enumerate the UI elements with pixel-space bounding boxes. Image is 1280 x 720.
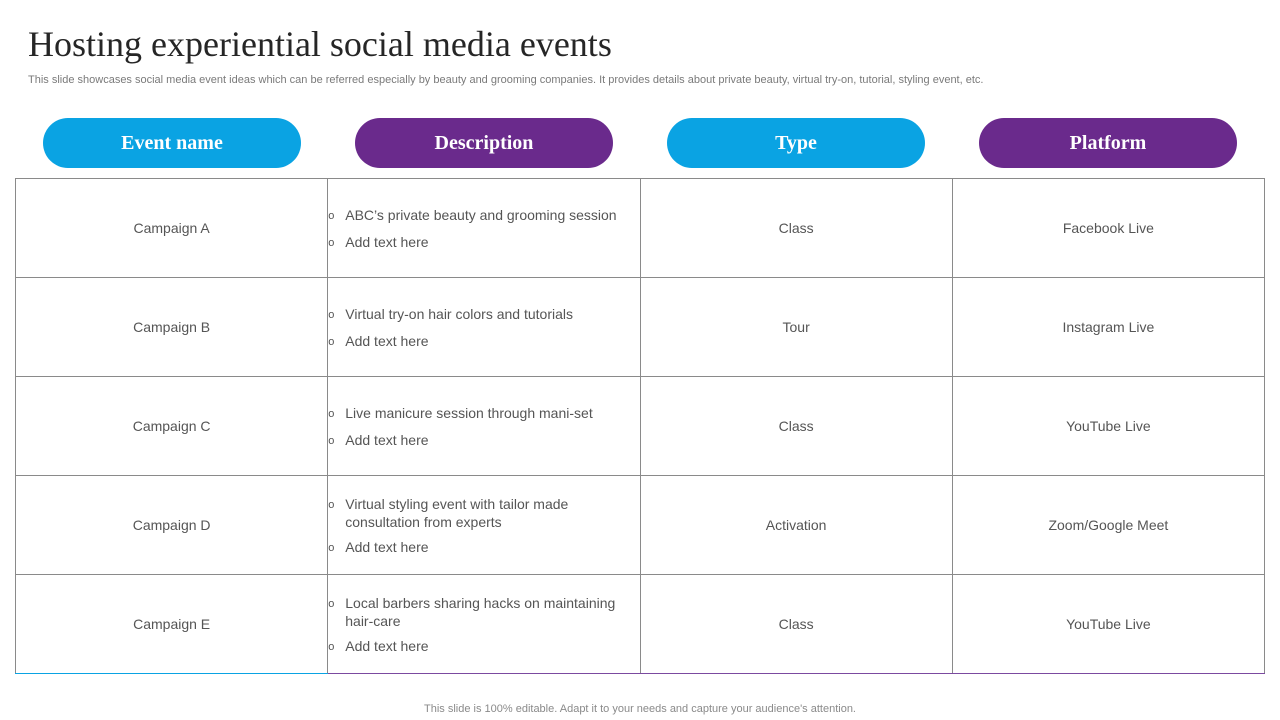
description-text: Add text here	[345, 432, 429, 448]
bullet-icon: o	[328, 309, 335, 321]
platform-cell: Facebook Live	[952, 179, 1264, 278]
description-cell	[328, 278, 640, 377]
platform-cell: Instagram Live	[952, 278, 1264, 377]
type-cell: Class	[640, 575, 952, 674]
events-table	[15, 178, 1265, 674]
description-list	[328, 305, 639, 352]
description-cell	[328, 377, 640, 476]
description-text: Virtual styling event with tailor made consultation from experts	[345, 496, 569, 530]
page-title: Hosting experiential social media events	[28, 24, 612, 64]
type-cell: Class	[640, 179, 952, 278]
list-item	[328, 404, 639, 424]
event-name-cell: Campaign C	[16, 377, 328, 476]
event-name-cell: Campaign B	[16, 278, 328, 377]
description-text: Virtual try-on hair colors and tutorials	[345, 306, 573, 322]
table-row	[16, 575, 1265, 674]
description-text: Add text here	[345, 234, 429, 250]
description-list	[328, 495, 639, 558]
table-row	[16, 476, 1265, 575]
table-row	[16, 377, 1265, 476]
event-name-cell: Campaign D	[16, 476, 328, 575]
bullet-icon: o	[328, 336, 335, 348]
table-row	[16, 278, 1265, 377]
event-name-cell: Campaign A	[16, 179, 328, 278]
list-item	[328, 431, 639, 451]
bullet-icon: o	[328, 435, 335, 447]
table-row	[16, 179, 1265, 278]
description-text: Add text here	[345, 638, 429, 654]
bullet-icon: o	[328, 499, 335, 511]
description-cell	[328, 575, 640, 674]
description-list	[328, 404, 639, 451]
list-item	[328, 305, 639, 325]
bullet-icon: o	[328, 641, 335, 653]
description-text: ABC’s private beauty and grooming session	[345, 207, 617, 223]
bullet-icon: o	[328, 408, 335, 420]
header-type: Type	[667, 118, 925, 168]
header-description: Description	[355, 118, 613, 168]
type-cell: Activation	[640, 476, 952, 575]
list-item	[328, 332, 639, 352]
description-text: Add text here	[345, 539, 429, 555]
page-subtitle: This slide showcases social media event ideas which can be referred especially by beauty and grooming companies. It provides details about private beauty, virtual try-on, tutorial, styling event, etc.	[28, 74, 984, 86]
header-event-name: Event name	[43, 118, 301, 168]
description-cell	[328, 179, 640, 278]
bullet-icon: o	[328, 542, 335, 554]
platform-cell: YouTube Live	[952, 575, 1264, 674]
bullet-icon: o	[328, 237, 335, 249]
footer-note: This slide is 100% editable. Adapt it to your needs and capture your audience's attention.	[424, 703, 856, 715]
description-cell	[328, 476, 640, 575]
event-name-cell: Campaign E	[16, 575, 328, 674]
list-item	[328, 637, 639, 657]
list-item	[328, 495, 639, 531]
list-item	[328, 206, 639, 226]
description-text: Add text here	[345, 333, 429, 349]
description-text: Local barbers sharing hacks on maintaining hair-care	[345, 595, 616, 629]
type-cell: Tour	[640, 278, 952, 377]
description-text: Live manicure session through mani-set	[345, 405, 593, 421]
bullet-icon: o	[328, 598, 335, 610]
list-item	[328, 538, 639, 558]
type-cell: Class	[640, 377, 952, 476]
list-item	[328, 594, 639, 630]
list-item	[328, 233, 639, 253]
description-list	[328, 206, 639, 253]
header-platform: Platform	[979, 118, 1237, 168]
platform-cell: YouTube Live	[952, 377, 1264, 476]
description-list	[328, 594, 639, 657]
platform-cell: Zoom/Google Meet	[952, 476, 1264, 575]
bullet-icon: o	[328, 210, 335, 222]
